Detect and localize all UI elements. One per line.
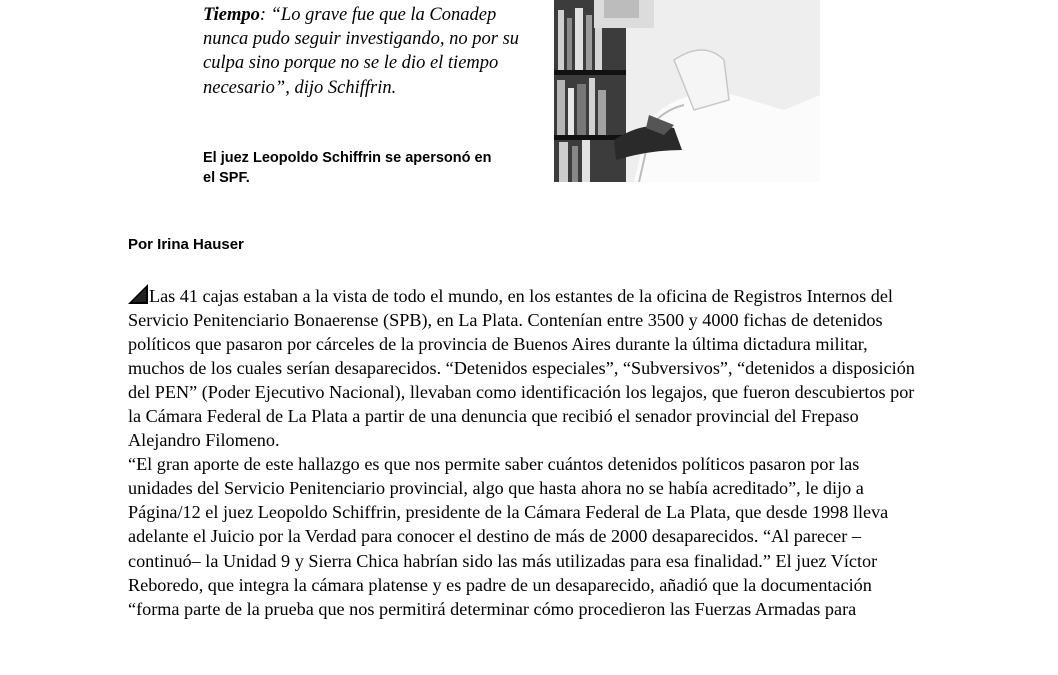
quote-lead: Tiempo — [203, 5, 260, 25]
photo-caption: El juez Leopoldo Schiffrin se apersonó en el SPF. — [203, 150, 492, 186]
article-body — [128, 284, 918, 621]
paragraph-1-text: Las 41 cajas estaban a la vista de todo el mundo, en los estantes de la oficina de Registros Internos del Servicio Penitenciario Bonaerense (SPB), en La Plata. Contenían entre 3500 y 4000 fichas de detenidos políticos que pasaron por cárceles de la provincia de Buenos Aires durante la última dictadura militar, muchos de los cuales serían desaparecidos. “Detenidos especiales”, “Subversivos”, “detenidos a disposición del PEN” (Poder Ejecutivo Nacional), llevaban como identificación los legajos, que fueron descubiertos por la Cámara Federal de La Plata a partir de una denuncia que recibió el senador provincial del Frepaso Alejandro Filomeno. — [128, 286, 915, 451]
quote-text: : “Lo grave fue que la Conadep nunca pudo seguir investigando, no por su culpa sino porque no se le dio el tiempo necesario”, dijo Schiffrin. — [203, 5, 520, 98]
judge-photo — [554, 0, 820, 182]
byline: Por Irina Hauser — [128, 236, 244, 253]
pull-quote — [203, 3, 523, 100]
paragraph-start-mark-icon — [128, 284, 148, 304]
paragraph-1 — [128, 284, 918, 452]
paragraph-2: “El gran aporte de este hallazgo es que nos permite saber cuántos detenidos políticos pasaron por las unidades del Servicio Penitenciario provincial, algo que hasta ahora no se había acreditado”, le dijo a Página/12 el juez Leopoldo Schiffrin, presidente de la Cámara Federal de La Plata, que desde 1998 lleva adelante el Juicio por la Verdad para conocer el destino de más de 2000 desaparecidos. “Al parecer –continuó– la Unidad 9 y Sierra Chica habrían sido las más utilizadas para esa finalidad.” El juez Víctor Reboredo, que integra la cámara platense y es padre de un desaparecido, añadió que la documentación “forma parte de la prueba que nos permitirá determinar cómo procedieron las Fuerzas Armadas para — [128, 454, 889, 619]
